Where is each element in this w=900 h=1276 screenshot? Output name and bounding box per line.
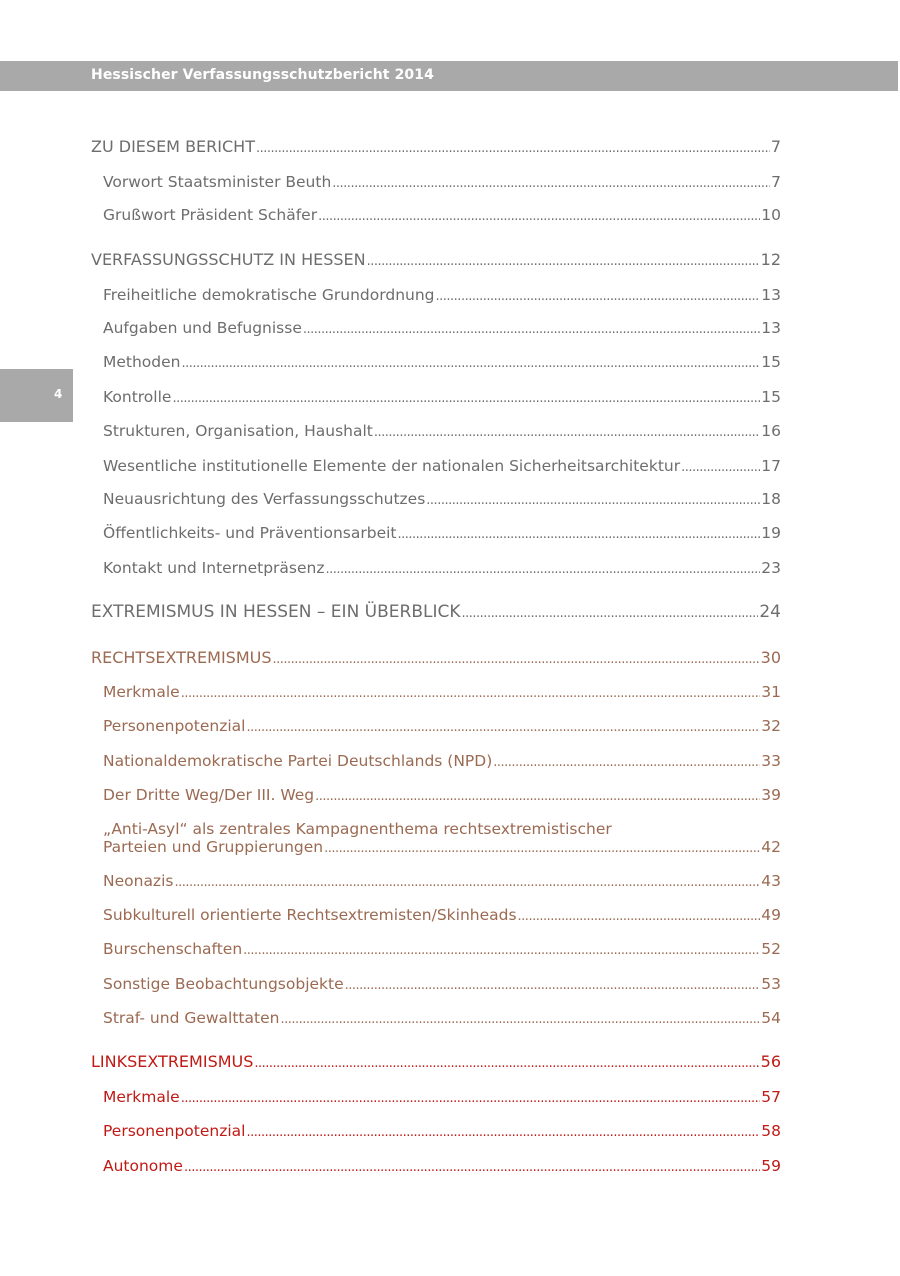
toc-page-number: 43 xyxy=(761,872,781,890)
toc-page-number: 13 xyxy=(761,319,781,337)
toc-entry-title: Sonstige Beobachtungsobjekte xyxy=(103,975,344,993)
toc-entry-title: Autonome xyxy=(103,1157,183,1175)
toc-entry[interactable] xyxy=(103,820,781,858)
toc-entry-title: Kontrolle xyxy=(103,388,172,406)
toc-entry[interactable] xyxy=(103,173,781,193)
toc-entry[interactable] xyxy=(103,1157,781,1177)
toc-page-number: 10 xyxy=(761,206,781,224)
toc-entry-title: Merkmale xyxy=(103,1088,180,1106)
toc-section-zu-diesem-bericht[interactable] xyxy=(91,138,781,158)
running-header xyxy=(0,61,898,91)
toc-section-rechtsextremismus[interactable] xyxy=(91,649,781,669)
toc-page-number: 56 xyxy=(760,1052,781,1071)
toc-entry[interactable] xyxy=(103,422,781,442)
toc-page-number: 53 xyxy=(761,975,781,993)
toc-page-number: 33 xyxy=(761,752,781,770)
toc-entry-title: Kontakt und Internetpräsenz xyxy=(103,559,325,577)
page-number-tab xyxy=(0,369,73,422)
toc-entry-title: Wesentliche institutionelle Elemente der nationalen Sicherheitsarchitektur xyxy=(103,457,681,475)
toc-entry[interactable] xyxy=(103,353,781,373)
toc-entry[interactable] xyxy=(103,752,781,772)
toc-entry-title: ZU DIESEM BERICHT xyxy=(91,137,255,156)
toc-page-number: 54 xyxy=(761,1009,781,1027)
toc-section-extremismus-in-hessen[interactable] xyxy=(91,603,781,623)
page-number: 4 xyxy=(54,387,63,401)
toc-entry-title: Methoden xyxy=(103,353,181,371)
toc-entry-title: Aufgaben und Befugnisse xyxy=(103,319,302,337)
toc-page-number: 23 xyxy=(761,559,781,577)
toc-entry-title: Straf- und Gewalttaten xyxy=(103,1009,280,1027)
toc-entry-title: Freiheitliche demokratische Grundordnung xyxy=(103,286,435,304)
toc-page-number: 49 xyxy=(761,906,781,924)
toc-entry-title: RECHTSEXTREMISMUS xyxy=(91,648,272,667)
toc-page-number: 57 xyxy=(761,1088,781,1106)
toc-section-linksextremismus[interactable] xyxy=(91,1053,781,1073)
toc-entry-title: Subkulturell orientierte Rechtsextremisten/Skinheads xyxy=(103,906,517,924)
toc-entry[interactable] xyxy=(103,1088,781,1108)
toc-page-number: 15 xyxy=(761,353,781,371)
toc-page-number: 39 xyxy=(761,786,781,804)
toc-entry-title: LINKSEXTREMISMUS xyxy=(91,1052,254,1071)
toc-entry[interactable] xyxy=(103,1009,781,1029)
toc-page-number: 58 xyxy=(761,1122,781,1140)
toc-entry-title: Vorwort Staatsminister Beuth xyxy=(103,173,332,191)
toc-page-number: 12 xyxy=(760,250,781,269)
toc-entry-title: EXTREMISMUS IN HESSEN – EIN ÜBERBLICK xyxy=(91,602,461,622)
toc-page-number: 24 xyxy=(759,602,781,622)
toc-page-number: 32 xyxy=(761,717,781,735)
toc-entry-title: Personenpotenzial xyxy=(103,1122,246,1140)
toc-entry[interactable] xyxy=(103,286,781,306)
toc-section-verfassungsschutz-in-hessen[interactable] xyxy=(91,251,781,271)
toc-entry-title-line1: „Anti-Asyl“ als zentrales Kampagnenthema rechtsextremistischer xyxy=(103,820,612,838)
toc-entry[interactable] xyxy=(103,457,781,477)
toc-entry-title: Neuausrichtung des Verfassungsschutzes xyxy=(103,490,426,508)
toc-page-number: 52 xyxy=(761,940,781,958)
toc-entry[interactable] xyxy=(103,559,781,579)
toc-entry[interactable] xyxy=(103,906,781,926)
toc-page-number: 7 xyxy=(771,173,781,191)
toc-page-number: 30 xyxy=(760,648,781,667)
toc-entry[interactable] xyxy=(103,388,781,408)
toc-page-number: 16 xyxy=(761,422,781,440)
toc-entry[interactable] xyxy=(103,940,781,960)
toc-entry[interactable] xyxy=(103,683,781,703)
toc-entry[interactable] xyxy=(103,1122,781,1142)
toc-page-number: 19 xyxy=(761,524,781,542)
toc-entry[interactable] xyxy=(103,717,781,737)
toc-page-number: 42 xyxy=(761,838,781,856)
toc-entry[interactable] xyxy=(103,524,781,544)
toc-entry-title: Strukturen, Organisation, Haushalt xyxy=(103,422,373,440)
toc-entry[interactable] xyxy=(103,786,781,806)
toc-page-number: 31 xyxy=(761,683,781,701)
toc-page-number: 13 xyxy=(761,286,781,304)
toc-entry-title-line2: Parteien und Gruppierungen xyxy=(103,838,324,856)
toc-entry[interactable] xyxy=(103,319,781,339)
toc-page-number: 15 xyxy=(761,388,781,406)
toc-page-number: 17 xyxy=(761,457,781,475)
toc-entry-title: Nationaldemokratische Partei Deutschlands (NPD) xyxy=(103,752,493,770)
toc-entry-title: Der Dritte Weg/Der III. Weg xyxy=(103,786,315,804)
toc-entry[interactable] xyxy=(103,975,781,995)
toc-entry[interactable] xyxy=(103,872,781,892)
toc-page-number: 18 xyxy=(761,490,781,508)
toc-entry-title: Merkmale xyxy=(103,683,180,701)
toc-entry-title: Öffentlichkeits- und Präventionsarbeit xyxy=(103,524,397,542)
toc-page-number: 59 xyxy=(761,1157,781,1175)
toc-entry-title: Burschenschaften xyxy=(103,940,243,958)
toc-entry-title: Neonazis xyxy=(103,872,174,890)
document-title: Hessischer Verfassungsschutzbericht 2014 xyxy=(91,67,434,83)
toc-entry-title: VERFASSUNGSSCHUTZ IN HESSEN xyxy=(91,250,366,269)
toc-page-number: 7 xyxy=(770,137,781,156)
toc-entry-title: Grußwort Präsident Schäfer xyxy=(103,206,318,224)
toc-entry-title: Personenpotenzial xyxy=(103,717,246,735)
toc-entry[interactable] xyxy=(103,206,781,226)
toc-entry[interactable] xyxy=(103,490,781,510)
